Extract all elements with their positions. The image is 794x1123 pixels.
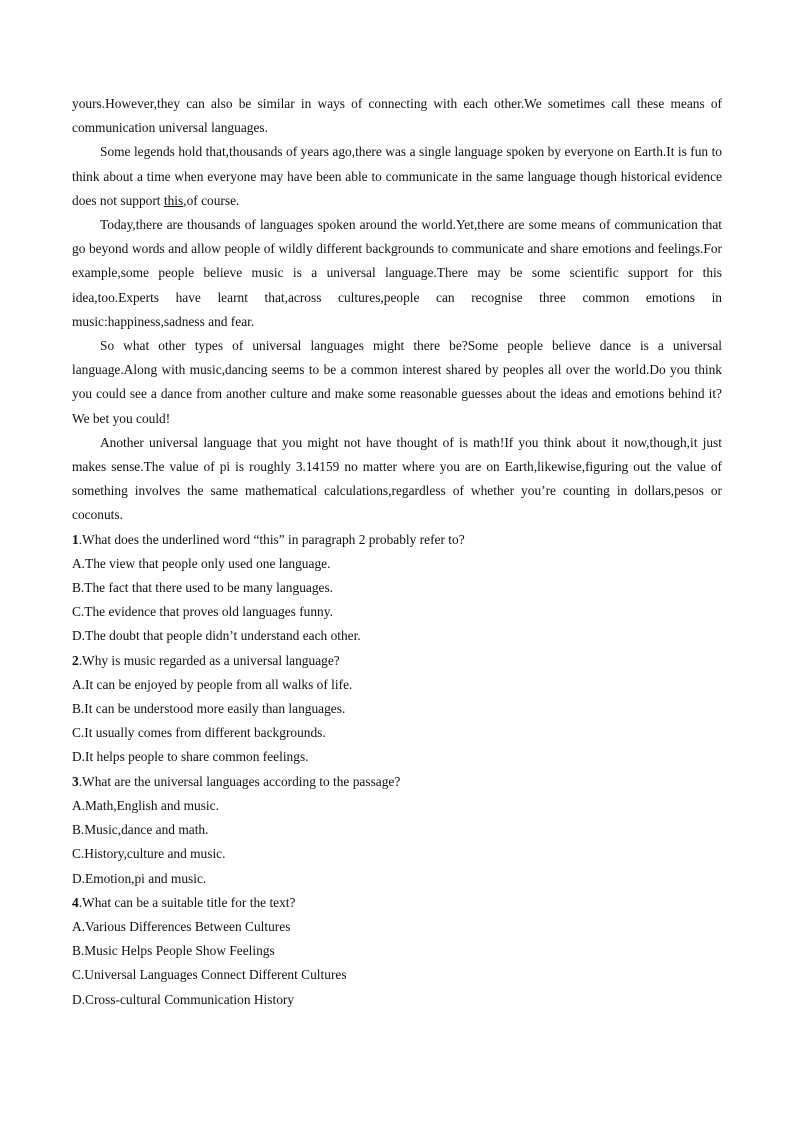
question-2-text: .Why is music regarded as a universal language?: [78, 652, 340, 668]
question-1-text: .What does the underlined word “this” in paragraph 2 probably refer to?: [78, 531, 465, 547]
passage-paragraph-4: Another universal language that you might not have thought of is math!If you think about it now,though,it just makes sense.The value of pi is roughly 3.14159 no matter where you are on Earth,likewise,figuring out the value of something involves the same mathematical calculations,regardless of whether you’re counting in dollars,pesos or coconuts.: [72, 434, 722, 523]
question-4-option-a: A.Various Differences Between Cultures: [72, 918, 291, 934]
document-page: [72, 92, 722, 1012]
question-2-option-c: C.It usually comes from different backgrounds.: [72, 725, 326, 741]
question-1-option-c: C.The evidence that proves old languages funny.: [72, 604, 333, 620]
paragraph-1-text-before: Some legends hold that,thousands of years ago,there was a single language spoken by everyone on Earth.It is fun to think about a time when everyone may have been able to communicate in the same language though historical evidence does not support: [72, 144, 722, 208]
question-4-option-c: C.Universal Languages Connect Different Cultures: [72, 967, 347, 983]
question-4-option-b: B.Music Helps People Show Feelings: [72, 943, 275, 959]
question-2-option-a: A.It can be enjoyed by people from all walks of life.: [72, 676, 353, 692]
question-2-option-d: D.It helps people to share common feelings.: [72, 749, 309, 765]
passage-paragraph-0: yours.However,they can also be similar in ways of connecting with each other.We sometimes call these means of communication universal languages.: [72, 96, 722, 136]
question-3: [72, 770, 722, 891]
question-2-stem: [72, 649, 722, 673]
question-4-stem: [72, 891, 722, 915]
question-2-option-b: B.It can be understood more easily than languages.: [72, 701, 346, 717]
question-4-number: 4: [72, 894, 79, 910]
question-3-text: .What are the universal languages according to the passage?: [78, 773, 401, 789]
question-1-option-d: D.The doubt that people didn’t understand each other.: [72, 628, 361, 644]
paragraph-1-text-after: ,of course.: [183, 192, 240, 208]
question-2-number: 2: [72, 652, 79, 668]
question-1-option-a: A.The view that people only used one language.: [72, 555, 331, 571]
passage-paragraph-1: [72, 140, 722, 213]
passage-paragraph-2: Today,there are thousands of languages spoken around the world.Yet,there are some means of communication that go beyond words and allow people of wildly different backgrounds to communicate and share emotions and feelings.For example,some people believe music is a universal language.There may be some scientific support for this idea,too.Experts have learnt that,across cultures,people can recognise three common emotions in music:happiness,sadness and fear.: [72, 217, 722, 329]
question-3-option-c: C.History,culture and music.: [72, 846, 226, 862]
question-1-number: 1: [72, 531, 79, 547]
question-1-stem: [72, 528, 722, 552]
question-3-option-a: A.Math,English and music.: [72, 797, 219, 813]
question-3-stem: [72, 770, 722, 794]
passage-paragraph-3: So what other types of universal languages might there be?Some people believe dance is a universal language.Along with music,dancing seems to be a common interest shared by peoples all over the world.Do you think you could see a dance from another culture and make some reasonable guesses about the ideas and emotions behind it?We bet you could!: [72, 338, 722, 426]
question-3-option-d: D.Emotion,pi and music.: [72, 870, 207, 886]
question-4: [72, 891, 722, 1012]
question-3-number: 3: [72, 773, 79, 789]
question-2: [72, 649, 722, 770]
underlined-word-this: this: [163, 192, 184, 208]
question-1: [72, 528, 722, 649]
question-4-text: .What can be a suitable title for the text?: [78, 894, 296, 910]
question-3-option-b: B.Music,dance and math.: [72, 822, 209, 838]
question-4-option-d: D.Cross-cultural Communication History: [72, 991, 295, 1007]
question-1-option-b: B.The fact that there used to be many languages.: [72, 580, 334, 596]
